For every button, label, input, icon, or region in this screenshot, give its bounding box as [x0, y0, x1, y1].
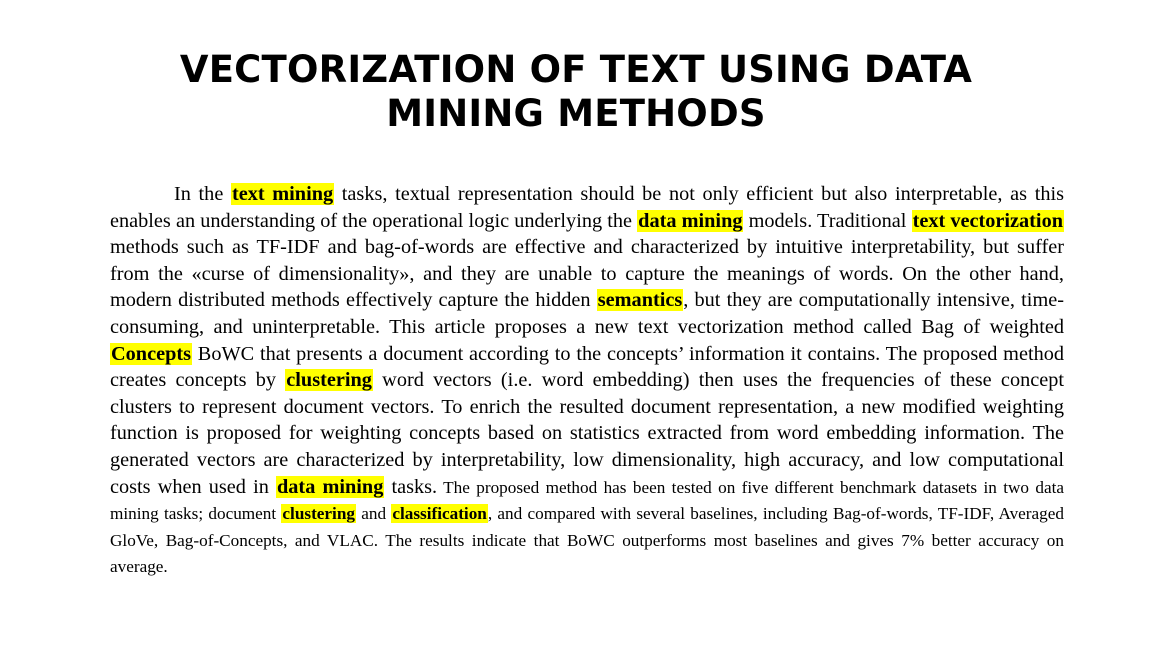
abstract-paragraph — [110, 181, 1064, 580]
slide-title — [60, 48, 1092, 136]
text-segment: In the — [174, 183, 231, 205]
title-line-1: VECTORIZATION OF TEXT USING DATA — [179, 48, 973, 91]
highlight-concepts: Concepts — [111, 342, 191, 365]
highlight-data-mining: data mining — [277, 475, 384, 498]
highlight-data-mining: data mining — [638, 209, 743, 232]
text-segment: and — [355, 504, 392, 524]
highlight-semantics: semantics — [597, 289, 683, 312]
text-segment: tasks, textual representation should be not only efficient but also interpretable, as this enables an understanding of the operational logic underlying the — [110, 183, 1064, 232]
text-segment: tasks. — [384, 475, 438, 498]
highlight-text-vectorization: text vectorization — [912, 209, 1063, 232]
text-segment: The proposed method has been tested on five different benchmark datasets in two data mining tasks; document — [110, 477, 1064, 524]
highlight-text-mining: text mining — [231, 183, 334, 205]
text-segment: , and compared with several baselines, including Bag-of-words, TF-IDF, Averaged GloVe, Bag-of-Concepts, and VLAC. The results indicate that BoWC outperforms most baselines and gives 7% better accuracy on average. — [110, 504, 1064, 577]
highlight-clustering: clustering — [286, 369, 372, 392]
text-segment: BoWC that presents a document according to the concepts’ information it contains. The proposed method creates concepts by — [110, 342, 1064, 392]
highlight-classification: classification — [392, 504, 487, 524]
text-segment: , but they are computationally intensive, time-consuming, and uninterpretable. This article proposes a new text vectorization method called Bag of weighted — [110, 289, 1064, 338]
text-segment: methods such as TF-IDF and bag-of-words are effective and characterized by intuitive interpretability, but suffer from the «curse of dimensionality», and they are unable to capture the meanings of words. On the other hand, modern distributed methods effectively capture the hidden — [110, 236, 1064, 312]
text-segment: models. Traditional — [743, 209, 912, 232]
title-line-2: MINING METHODS — [386, 92, 766, 135]
text-segment: word vectors (i.e. word embedding) then uses the frequencies of these concept clusters to represent document vectors. To enrich the resulted document representation, a new modified weighting function is proposed for weighting concepts based on statistics extracted from word embedding information. The generated vectors are characterized by interpretability, low dimensionality, high accuracy, and low computational costs when used in — [110, 369, 1064, 498]
highlight-clustering: clustering — [282, 504, 355, 524]
abstract-text — [110, 181, 1064, 580]
